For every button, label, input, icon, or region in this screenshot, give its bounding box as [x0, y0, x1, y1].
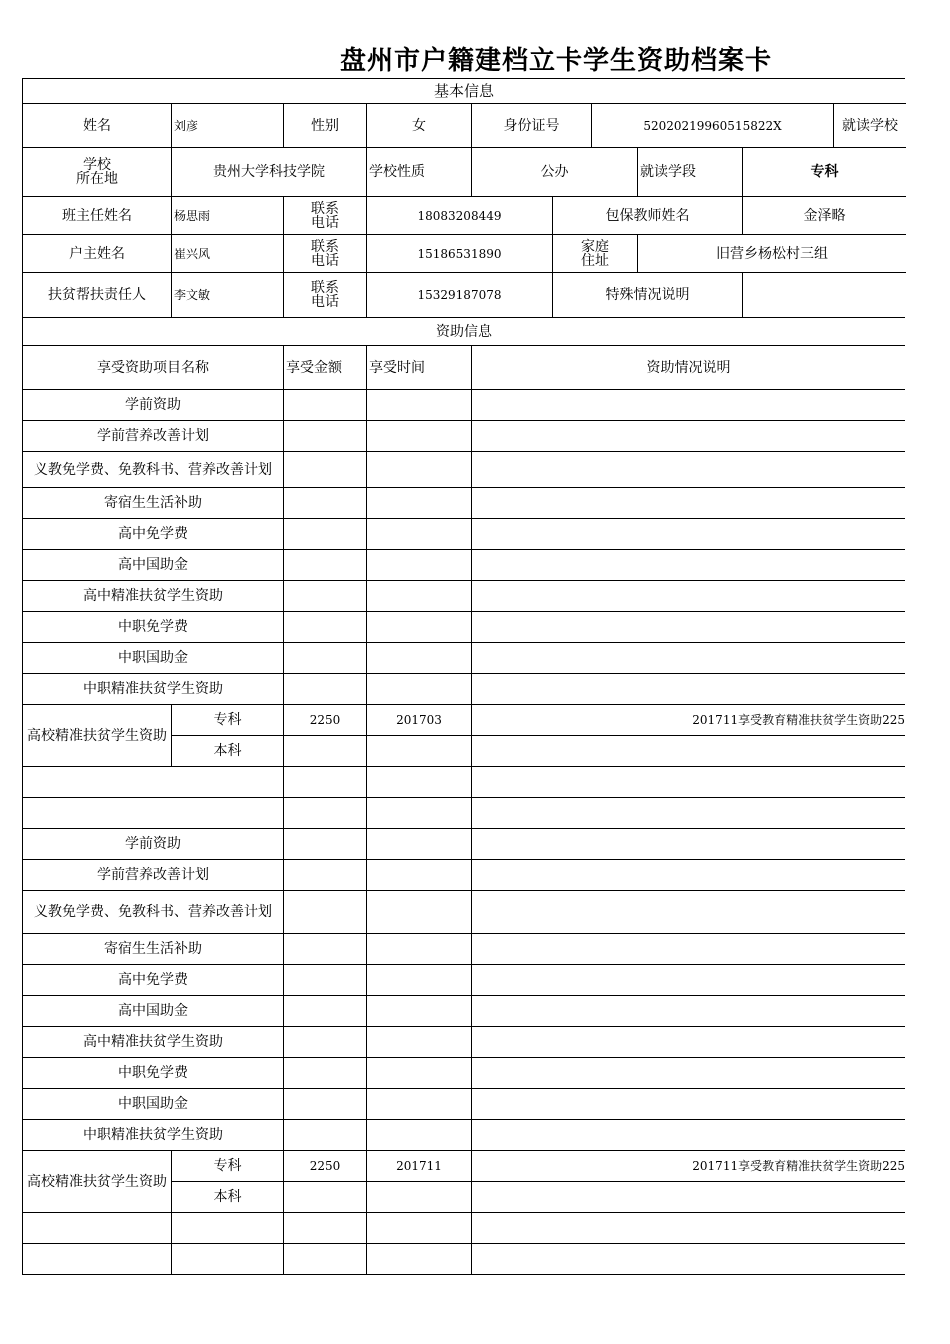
aid-item-amount — [283, 549, 366, 580]
school-nature-label: 学校性质 — [366, 147, 471, 196]
aid-item-amount — [283, 580, 366, 611]
aid-item-amount — [283, 487, 366, 518]
aid-item-desc — [471, 389, 905, 420]
benke-label: 本科 — [171, 735, 283, 766]
id-value: 52020219960515822X — [591, 103, 833, 147]
householder-label: 户主姓名 — [22, 234, 171, 272]
blank-row-cell — [471, 766, 905, 797]
aid-item-desc — [471, 487, 905, 518]
blank-row-cell — [366, 1243, 471, 1274]
blank-row-cell — [22, 1212, 171, 1243]
aid-item-amount — [283, 1119, 366, 1150]
zhuanke-desc: 201711享受教育精准扶贫学生资助225 — [471, 704, 905, 735]
aid-item-name: 学前营养改善计划 — [22, 859, 283, 890]
pkg-teacher-value: 金泽略 — [742, 196, 906, 234]
zhuanke-amount: 2250 — [283, 704, 366, 735]
aid-item-time — [366, 1088, 471, 1119]
blank-row-cell — [471, 1243, 905, 1274]
aid-item-desc — [471, 964, 905, 995]
householder-phone-value: 15186531890 — [366, 234, 552, 272]
stage-label: 就读学段 — [637, 147, 742, 196]
aid-item-amount — [283, 1057, 366, 1088]
pkg-teacher-label: 包保教师姓名 — [552, 196, 742, 234]
aid-item-desc — [471, 420, 905, 451]
blank-row-cell — [171, 1212, 283, 1243]
teacher-label: 班主任姓名 — [22, 196, 171, 234]
blank-row-cell — [366, 766, 471, 797]
aid-item-amount — [283, 389, 366, 420]
teacher-value: 杨思雨 — [171, 196, 283, 234]
name-value: 刘彦 — [171, 103, 283, 147]
blank-row-cell — [471, 1212, 905, 1243]
aid-item-desc — [471, 549, 905, 580]
blank-row-cell — [283, 1243, 366, 1274]
special-value — [742, 272, 906, 317]
address-value: 旧营乡杨松村三组 — [637, 234, 906, 272]
blank-row-cell — [366, 1212, 471, 1243]
zhuanke-amount: 2250 — [283, 1150, 366, 1181]
helper-value: 李文敏 — [171, 272, 283, 317]
page-title: 盘州市户籍建档立卡学生资助档案卡 — [340, 46, 773, 76]
zhuanke-label: 专科 — [171, 704, 283, 735]
zhuanke-label: 专科 — [171, 1150, 283, 1181]
aid-item-time — [366, 580, 471, 611]
aid-item-time — [366, 828, 471, 859]
col-amount: 享受金额 — [283, 345, 366, 389]
aid-item-desc — [471, 451, 905, 487]
section-aid-info: 资助信息 — [22, 317, 905, 345]
benke-label: 本科 — [171, 1181, 283, 1212]
aid-item-amount — [283, 933, 366, 964]
aid-item-name: 义教免学费、免教科书、营养改善计划 — [22, 451, 283, 487]
col-desc: 资助情况说明 — [471, 345, 905, 389]
aid-item-amount — [283, 451, 366, 487]
blank-row-cell — [366, 797, 471, 828]
aid-item-name: 义教免学费、免教科书、营养改善计划 — [22, 890, 283, 933]
blank-row-cell — [171, 1243, 283, 1274]
aid-item-time — [366, 642, 471, 673]
aid-item-time — [366, 673, 471, 704]
table-bottom-border — [22, 1274, 905, 1275]
aid-item-time — [366, 451, 471, 487]
householder-value: 崔兴风 — [171, 234, 283, 272]
benke-desc — [471, 1181, 905, 1212]
aid-item-amount — [283, 890, 366, 933]
college-aid-label: 高校精准扶贫学生资助 — [22, 1150, 171, 1212]
teacher-phone-value: 18083208449 — [366, 196, 552, 234]
section-basic-info: 基本信息 — [22, 78, 905, 103]
blank-row-cell — [283, 1212, 366, 1243]
helper-phone-value: 15329187078 — [366, 272, 552, 317]
aid-item-amount — [283, 1088, 366, 1119]
school-value: 贵州大学科技学院 — [171, 147, 366, 196]
householder-phone-label: 联系 电话 — [283, 234, 366, 272]
name-label: 姓名 — [22, 103, 171, 147]
benke-amount — [283, 1181, 366, 1212]
aid-item-desc — [471, 1088, 905, 1119]
aid-item-time — [366, 1026, 471, 1057]
aid-item-time — [366, 964, 471, 995]
aid-item-time — [366, 995, 471, 1026]
aid-item-name: 高中免学费 — [22, 518, 283, 549]
aid-item-desc — [471, 859, 905, 890]
benke-amount — [283, 735, 366, 766]
aid-item-time — [366, 859, 471, 890]
aid-item-desc — [471, 890, 905, 933]
aid-item-time — [366, 1119, 471, 1150]
aid-item-amount — [283, 828, 366, 859]
aid-item-desc — [471, 518, 905, 549]
benke-time — [366, 735, 471, 766]
aid-item-name: 中职免学费 — [22, 1057, 283, 1088]
aid-item-desc — [471, 1057, 905, 1088]
aid-item-amount — [283, 673, 366, 704]
aid-item-amount — [283, 642, 366, 673]
aid-item-time — [366, 611, 471, 642]
id-label: 身份证号 — [471, 103, 591, 147]
aid-item-name: 学前资助 — [22, 828, 283, 859]
school-nature-value: 公办 — [471, 147, 637, 196]
aid-item-name: 中职国助金 — [22, 1088, 283, 1119]
aid-item-desc — [471, 580, 905, 611]
aid-item-desc — [471, 995, 905, 1026]
gender-value: 女 — [366, 103, 471, 147]
blank-row-cell — [283, 797, 366, 828]
aid-item-name: 中职国助金 — [22, 642, 283, 673]
col-item-name: 享受资助项目名称 — [22, 345, 283, 389]
school-location-label: 学校 所在地 — [22, 147, 171, 196]
aid-item-desc — [471, 1026, 905, 1057]
benke-desc — [471, 735, 905, 766]
aid-item-time — [366, 389, 471, 420]
aid-item-time — [366, 420, 471, 451]
aid-item-amount — [283, 964, 366, 995]
zhuanke-time: 201711 — [366, 1150, 471, 1181]
aid-item-amount — [283, 859, 366, 890]
aid-item-name: 中职免学费 — [22, 611, 283, 642]
blank-row-cell — [22, 1243, 171, 1274]
aid-item-time — [366, 549, 471, 580]
blank-row-cell — [22, 766, 283, 797]
aid-item-amount — [283, 1026, 366, 1057]
teacher-phone-label: 联系 电话 — [283, 196, 366, 234]
aid-item-name: 高中国助金 — [22, 549, 283, 580]
aid-item-name: 高中国助金 — [22, 995, 283, 1026]
aid-item-amount — [283, 995, 366, 1026]
aid-item-time — [366, 1057, 471, 1088]
helper-phone-label: 联系 电话 — [283, 272, 366, 317]
aid-item-name: 中职精准扶贫学生资助 — [22, 1119, 283, 1150]
zhuanke-desc: 201711享受教育精准扶贫学生资助225 — [471, 1150, 905, 1181]
zhuanke-time: 201703 — [366, 704, 471, 735]
stage-value: 专科 — [742, 147, 906, 196]
aid-item-desc — [471, 1119, 905, 1150]
school-label: 就读学校 — [833, 103, 906, 147]
aid-item-name: 寄宿生生活补助 — [22, 487, 283, 518]
aid-item-name: 高中免学费 — [22, 964, 283, 995]
address-label: 家庭 住址 — [552, 234, 637, 272]
aid-item-time — [366, 487, 471, 518]
aid-item-desc — [471, 933, 905, 964]
aid-item-name: 高中精准扶贫学生资助 — [22, 1026, 283, 1057]
helper-label: 扶贫帮扶责任人 — [22, 272, 171, 317]
aid-item-desc — [471, 642, 905, 673]
aid-item-name: 学前资助 — [22, 389, 283, 420]
gender-label: 性别 — [283, 103, 366, 147]
aid-item-name: 学前营养改善计划 — [22, 420, 283, 451]
aid-item-time — [366, 518, 471, 549]
aid-item-amount — [283, 611, 366, 642]
aid-item-name: 中职精准扶贫学生资助 — [22, 673, 283, 704]
blank-row-cell — [283, 766, 366, 797]
aid-item-time — [366, 890, 471, 933]
aid-item-desc — [471, 611, 905, 642]
college-aid-label: 高校精准扶贫学生资助 — [22, 704, 171, 766]
aid-item-amount — [283, 518, 366, 549]
col-time: 享受时间 — [366, 345, 471, 389]
special-label: 特殊情况说明 — [552, 272, 742, 317]
benke-time — [366, 1181, 471, 1212]
aid-item-desc — [471, 673, 905, 704]
aid-item-amount — [283, 420, 366, 451]
aid-item-name: 寄宿生生活补助 — [22, 933, 283, 964]
aid-item-name: 高中精准扶贫学生资助 — [22, 580, 283, 611]
blank-row-cell — [22, 797, 283, 828]
aid-item-desc — [471, 828, 905, 859]
aid-item-time — [366, 933, 471, 964]
blank-row-cell — [471, 797, 905, 828]
